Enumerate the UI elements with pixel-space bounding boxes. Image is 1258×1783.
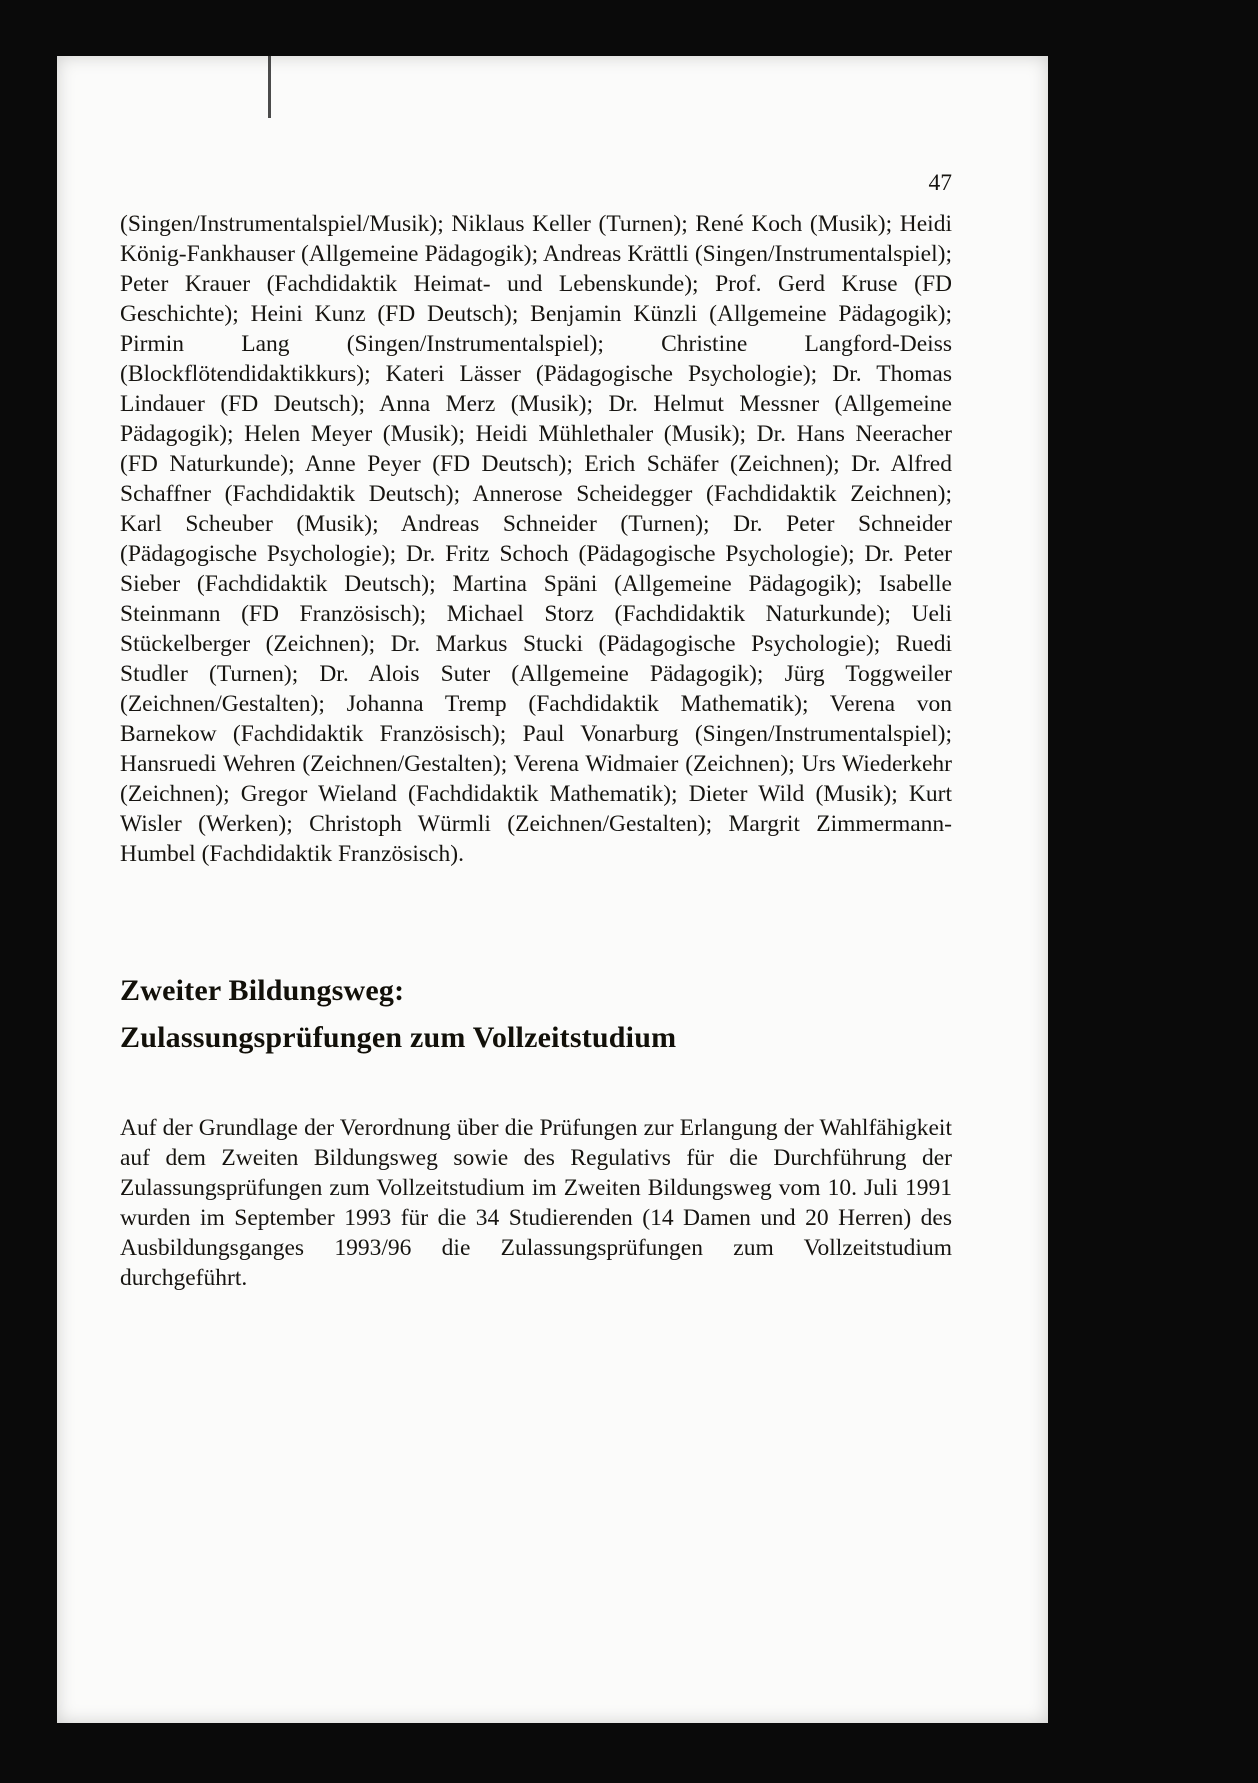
page-number: 47	[928, 170, 952, 196]
text-column	[120, 56, 952, 1293]
document-page	[57, 56, 1048, 1723]
intro-paragraph: Auf der Grundlage der Verordnung über die Prüfungen zur Erlangung der Wahlfähigkeit auf dem Zweiten Bildungsweg sowie des Regulativs für die Durchführung der Zulassungsprüfungen zum Vollzeitstudium im Zweiten Bildungsweg vom 10. Juli 1991 wurden im September 1993 für die 34 Studierenden (14 Damen und 20 Herren) des Ausbildungsganges 1993/96 die Zulassungsprüfungen zum Vollzeitstudium durchgeführt.	[120, 1115, 952, 1291]
faculty-list-paragraph: (Singen/Instrumentalspiel/Musik); Niklaus Keller (Turnen); René Koch (Musik); Heidi König-Fankhauser (Allgemeine Pädagogik); Andreas Krättli (Singen/Instrumentalspiel); Peter Krauer (Fachdidaktik Heimat- und Lebenskunde); Prof. Gerd Kruse (FD Geschichte); Heini Kunz (FD Deutsch); Benjamin Künzli (Allgemeine Pädagogik); Pirmin Lang (Singen/Instrumentalspiel); Christine Langford-Deiss (Blockflötendidaktikkurs); Kateri Lässer (Pädagogische Psychologie); Dr. Thomas Lindauer (FD Deutsch); Anna Merz (Musik); Dr. Helmut Messner (Allgemeine Pädagogik); Helen Meyer (Musik); Heidi Mühlethaler (Musik); Dr. Hans Neeracher (FD Naturkunde); Anne Peyer (FD Deutsch); Erich Schäfer (Zeichnen); Dr. Alfred Schaffner (Fachdidaktik Deutsch); Annerose Scheidegger (Fachdidaktik Zeichnen); Karl Scheuber (Musik); Andreas Schneider (Turnen); Dr. Peter Schneider (Pädagogische Psychologie); Dr. Fritz Schoch (Pädagogische Psychologie); Dr. Peter Sieber (Fachdidaktik Deutsch); Martina Späni (Allgemeine Pädagogik); Isabelle Steinmann (FD Französisch); Michael Storz (Fachdidaktik Naturkunde); Ueli Stückelberger (Zeichnen); Dr. Markus Stucki (Pädagogische Psychologie); Ruedi Studler (Turnen); Dr. Alois Suter (Allgemeine Pädagogik); Jürg Toggweiler (Zeichnen/Gestalten); Johanna Tremp (Fachdidaktik Mathematik); Verena von Barnekow (Fachdidaktik Französisch); Paul Vonarburg (Singen/Instrumentalspiel); Hansruedi Wehren (Zeichnen/Gestalten); Verena Widmaier (Zeichnen); Urs Wiederkehr (Zeichnen); Gregor Wieland (Fachdidaktik Mathematik); Dieter Wild (Musik); Kurt Wisler (Werken); Christoph Würmli (Zeichnen/Gestalten); Margrit Zimmermann-Humbel (Fachdidaktik Französisch).	[120, 211, 952, 867]
section-heading-line1: Zweiter Bildungsweg:	[120, 974, 405, 1007]
section-heading-line2: Zulassungsprüfungen zum Vollzeitstudium	[120, 1021, 677, 1054]
section-heading	[120, 967, 952, 1061]
